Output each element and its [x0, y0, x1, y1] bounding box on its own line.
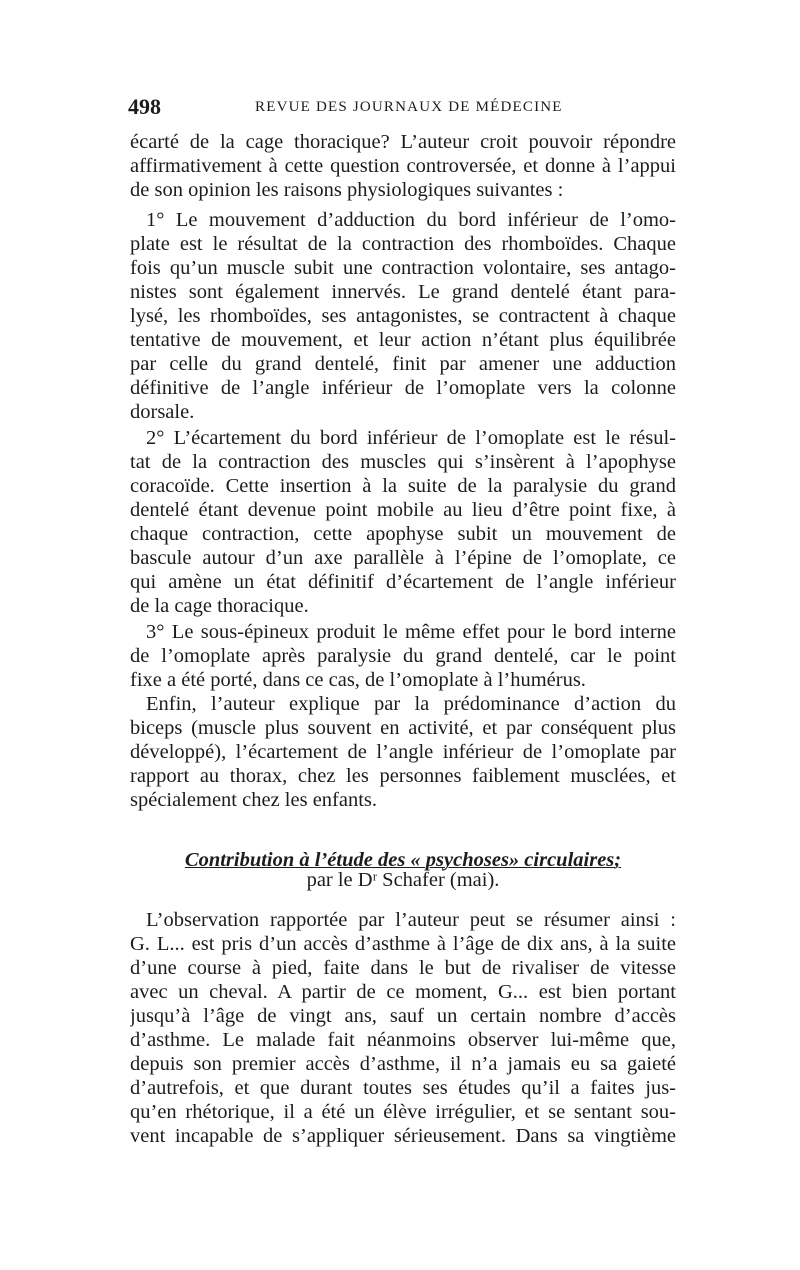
- text-line: tat de la contraction des muscles qui s’insèrent à l’apophyse: [130, 451, 676, 473]
- text-line: de la cage thoracique.: [130, 595, 309, 617]
- text-line: écarté de la cage thoracique? L’auteur croit pouvoir répondre: [130, 131, 676, 153]
- text-line: biceps (muscle plus souvent en activité, et par conséquent plus: [130, 717, 676, 739]
- text-line: de l’omoplate après paralysie du grand dentelé, car le point: [130, 645, 676, 667]
- text-line: d’une course à pied, faite dans le but de rivaliser de vitesse: [130, 957, 676, 979]
- running-head: [128, 94, 676, 120]
- text-line: nistes sont également innervés. Le grand dentelé étant para-: [130, 281, 676, 303]
- text-line: 2° L’écartement du bord inférieur de l’omoplate est le résul-: [146, 427, 676, 449]
- text-line: chaque contraction, cette apophyse subit un mouvement de: [130, 523, 676, 545]
- text-line: 3° Le sous-épineux produit le même effet pour le bord interne: [146, 621, 676, 643]
- text-line: tentative de mouvement, et leur action n’étant plus équilibrée: [130, 329, 676, 351]
- text-line: vent incapable de s’appliquer sérieusement. Dans sa vingtième: [130, 1125, 676, 1147]
- text-line: définitive de l’angle inférieur de l’omoplate vers la colonne: [130, 377, 676, 399]
- text-line: qu’en rhétorique, il a été un élève irrégulier, et se sentant sou-: [130, 1101, 676, 1123]
- text-line: depuis son premier accès d’asthme, il n’a jamais eu sa gaieté: [130, 1053, 676, 1075]
- text-line: coracoïde. Cette insertion à la suite de la paralysie du grand: [130, 475, 676, 497]
- text-line: lysé, les rhomboïdes, ses antagonistes, se contractent à chaque: [130, 305, 676, 327]
- text-line: dentelé étant devenue point mobile au lieu d’être point fixe, à: [130, 499, 676, 521]
- text-line: G. L... est pris d’un accès d’asthme à l’âge de dix ans, à la suite: [130, 933, 676, 955]
- text-line: Enfin, l’auteur explique par la prédominance d’action du: [146, 693, 676, 715]
- text-line: plate est le résultat de la contraction des rhomboïdes. Chaque: [130, 233, 676, 255]
- text-line: avec un cheval. A partir de ce moment, G... est bien portant: [130, 981, 676, 1003]
- text-line: jusqu’à l’âge de vingt ans, sauf un certain nombre d’accès: [130, 1005, 676, 1027]
- text-line: d’autrefois, et que durant toutes ses études qu’il a faites jus-: [130, 1077, 676, 1099]
- page-number: 498: [128, 94, 161, 119]
- text-line: bascule autour d’un axe parallèle à l’épine de l’omoplate, ce: [130, 547, 676, 569]
- text-line: d’asthme. Le malade fait néanmoins observer lui-même que,: [130, 1029, 676, 1051]
- text-line: L’observation rapportée par l’auteur peut se résumer ainsi :: [146, 909, 676, 931]
- text-line: fois qu’un muscle subit une contraction volontaire, ses antago-: [130, 257, 676, 279]
- text-line: affirmativement à cette question controversée, et donne à l’appui: [130, 155, 676, 177]
- text-line: qui amène un état définitif d’écartement de l’angle inférieur: [130, 571, 676, 593]
- text-line: développé), l’écartement de l’angle inférieur de l’omoplate par: [130, 741, 676, 763]
- text-line: de son opinion les raisons physiologiques suivantes :: [130, 179, 564, 201]
- text-line: 1° Le mouvement d’adduction du bord inférieur de l’omo-: [146, 209, 676, 231]
- journal-title: REVUE DES JOURNAUX DE MÉDECINE: [255, 99, 563, 115]
- text-line: dorsale.: [130, 401, 195, 423]
- section-byline: par le Dʳ Schafer (mai).: [306, 869, 500, 891]
- text-line: rapport au thorax, chez les personnes faiblement musclées, et: [130, 765, 676, 787]
- text-line: par celle du grand dentelé, finit par amener une adduction: [130, 353, 676, 375]
- text-line: spécialement chez les enfants.: [130, 789, 378, 811]
- text-line: fixe a été porté, dans ce cas, de l’omoplate à l’humérus.: [130, 669, 586, 691]
- section-title-text: Contribution à l’étude des « psychoses» circulaires;: [184, 849, 622, 871]
